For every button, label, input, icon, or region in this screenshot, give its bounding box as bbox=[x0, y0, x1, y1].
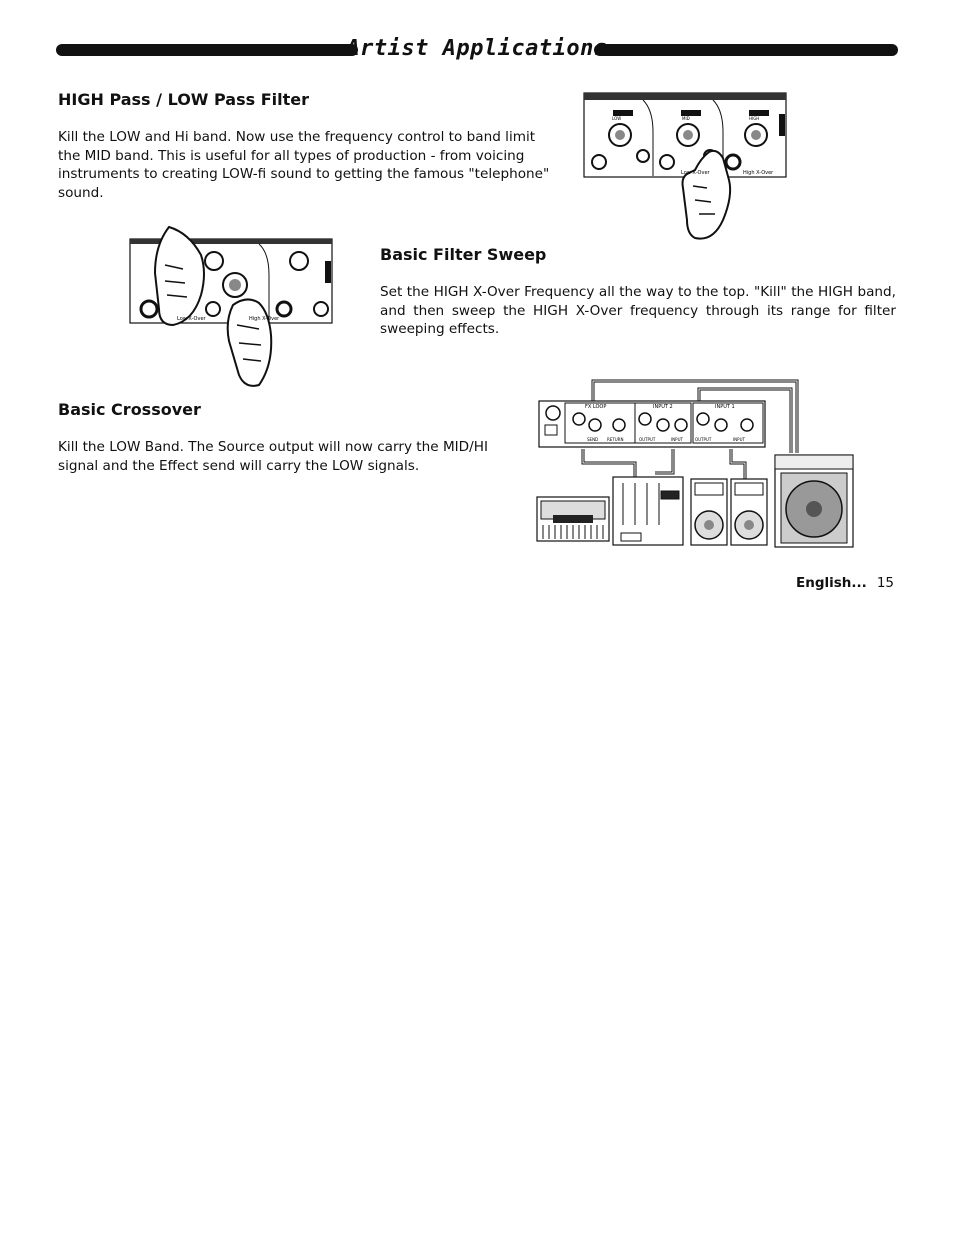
section-heading-sweep: Basic Filter Sweep bbox=[380, 245, 547, 264]
page-footer bbox=[796, 575, 894, 591]
svg-text:High X-Over: High X-Over bbox=[743, 170, 774, 176]
svg-text:INPUT 1: INPUT 1 bbox=[715, 404, 735, 410]
figure-crossover-wiring bbox=[535, 375, 855, 550]
svg-text:MID: MID bbox=[682, 116, 690, 121]
svg-text:INPUT: INPUT bbox=[733, 437, 745, 442]
svg-text:RETURN: RETURN bbox=[607, 437, 624, 442]
figure-eq-panel-hand bbox=[583, 92, 788, 247]
svg-text:Low X-Over: Low X-Over bbox=[177, 316, 206, 322]
section-heading-crossover: Basic Crossover bbox=[58, 400, 201, 419]
section-text-hp-lp: Kill the LOW and Hi band. Now use the frequency control to band limit the MID band. This is useful for all types of production - from voicing instruments to creating LOW-fi sound to getting the famous "telephone" sound. bbox=[58, 129, 550, 201]
page-title: Artist Applications bbox=[346, 36, 608, 61]
svg-text:FX LOOP: FX LOOP bbox=[585, 404, 607, 410]
section-text-crossover: Kill the LOW Band. The Source output will now carry the MID/HI signal and the Effect send will carry the LOW signals. bbox=[58, 439, 488, 474]
svg-text:Low X-Over: Low X-Over bbox=[681, 170, 710, 176]
figure-filter-sweep-hands bbox=[129, 225, 334, 390]
section-text-sweep: Set the HIGH X-Over Frequency all the way to the top. "Kill" the HIGH band, and then sweep the HIGH X-Over frequency through its range for filter sweeping effects. bbox=[380, 284, 896, 338]
svg-text:INPUT: INPUT bbox=[671, 437, 683, 442]
svg-text:High X-Over: High X-Over bbox=[249, 316, 280, 322]
section-heading-hp-lp: HIGH Pass / LOW Pass Filter bbox=[58, 90, 310, 109]
svg-text:HIGH: HIGH bbox=[749, 116, 760, 121]
footer-language: English... bbox=[796, 575, 867, 591]
svg-text:LOW: LOW bbox=[612, 116, 622, 121]
svg-text:INPUT 2: INPUT 2 bbox=[653, 404, 673, 410]
page-number: 15 bbox=[876, 575, 894, 591]
svg-text:OUTPUT: OUTPUT bbox=[695, 437, 712, 442]
svg-text:OUTPUT: OUTPUT bbox=[639, 437, 656, 442]
svg-text:SEND: SEND bbox=[587, 437, 599, 442]
page-header bbox=[56, 36, 898, 61]
